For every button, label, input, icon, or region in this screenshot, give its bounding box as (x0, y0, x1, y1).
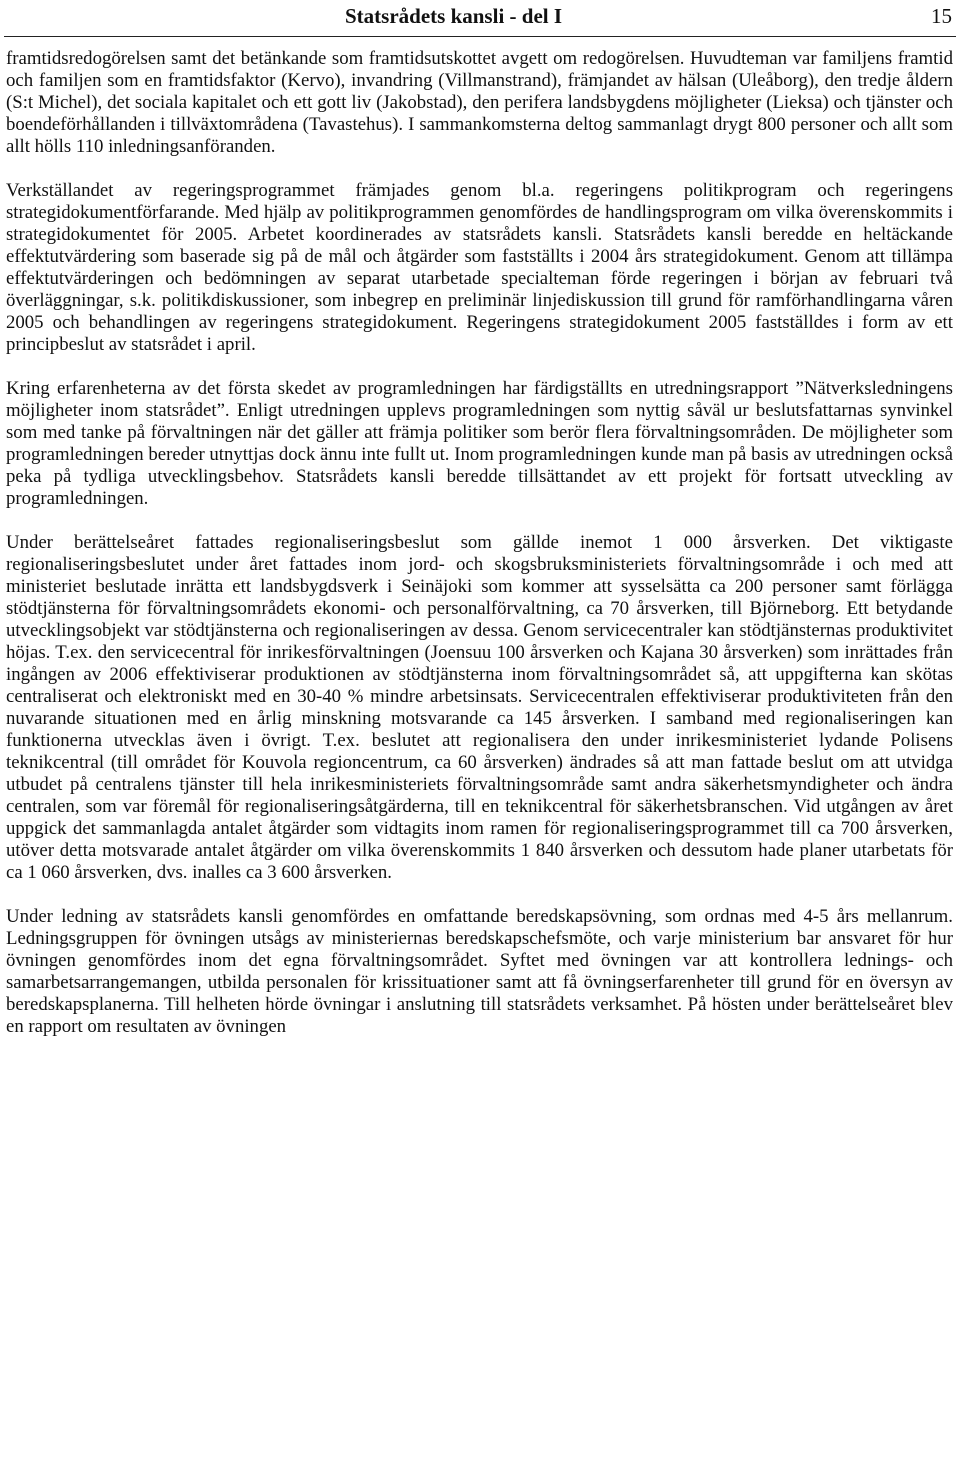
page-number: 15 (931, 4, 952, 28)
header-rule (4, 36, 956, 37)
paragraph: framtidsredogörelsen samt det betänkande som framtidsutskottet avgett om redogörelsen. Huvudteman var familjens framtid och familjen som en framtidsfaktor (Kervo), invandring (Villmanstrand), främjandet av hälsan (Uleåborg), den tredje åldern (S:t Michel), det sociala kapitalet och ett gott liv (Jakobstad), den perifera landsbygdens möjligheter (Lieksa) och tjänster och boendeförhållanden i tillväxtområdena (Tavastehus). I sammankomsterna deltog sammanlagt drygt 800 personer och allt som allt hölls 110 inledningsanföranden. (6, 48, 953, 157)
paragraph: Kring erfarenheterna av det första skedet av programledningen har färdigställts en utredningsrapport ”Nätverksledningens möjligheter inom statsrådet”. Enligt utredningen upplevs programledningen som nyttig såväl ur beslutsfattarnas synvinkel som med tanke på förvaltningen när det gäller att främja politiker som berör flera förvaltningsområden. De möjligheter som programledningen bereder utnyttjas dock ännu inte fullt ut. Inom programledningen kunde man på basis av utredningen också peka på tydliga utvecklingsbehov. Statsrådets kansli beredde tillsättandet av ett projekt för fortsatt utveckling av programledningen. (6, 378, 953, 509)
body-text (6, 48, 953, 1038)
paragraph: Under ledning av statsrådets kansli genomfördes en omfattande beredskapsövning, som ordnas med 4-5 års mellanrum. Ledningsgruppen för övningen utsågs av ministeriernas beredskapschefsmöte, och varje ministerium bar ansvaret för hur övningen genomfördes inom det egna förvaltningsområdet. Syftet med övningen var att kontrollera lednings- och samarbetsarrangemangen, utbilda personalen för krissituationer samt att få övningserfarenheter till grund för en översyn av beredskapsplanerna. Till helheten hörde övningar i anslutning till statsrådets verksamhet. På hösten under berättelseåret blev en rapport om resultaten av övningen (6, 906, 953, 1037)
header-title: Statsrådets kansli - del I (345, 4, 563, 28)
paragraph: Under berättelseåret fattades regionaliseringsbeslut som gällde inemot 1 000 årsverken. Det viktigaste regionaliseringsbeslutet under året fattades inom jord- och skogsbruksministeriets förvaltningsområde i och med att ministeriet beslutade inrätta ett landsbygdsverk i Seinäjoki som kommer att sysselsätta ca 200 personer samt förlägga stödtjänsterna för förvaltningsområdets ekonomi- och personalförvaltning, ca 70 årsverken, till Björneborg. Ett betydande utvecklingsobjekt var stödtjänsterna och regionaliseringen av dessa. Genom servicecentraler kan stödtjänsternas produktivitet höjas. T.ex. den servicecentral för inrikesförvaltningen (Joensuu 100 årsverken och Kajana 30 årsverken) som inrättades från ingången av 2006 effektiviserar produktionen av stödtjänsterna inom förvaltningsområdet så, att uppgifterna kan skötas centraliserat och elektroniskt med en 30-40 % mindre arbetsinsats. Servicecentralen effektiviserar produktiviteten från den nuvarande situationen med en årlig minskning motsvarande ca 145 årsverken. I samband med regionaliseringen kan funktionerna utvecklas även i övrigt. T.ex. beslutet att regionalisera den under inrikesministeriet lydande Polisens teknikcentral (till området för Kouvola regioncentrum, ca 60 årsverken) ändrades så att man fattade beslut om att utvidga utbudet på centralens tjänster till hela inrikesministeriets förvaltningsområde samt andra säkerhetsmyndigheter och ändra centralen, som var föremål för regionaliseringsåtgärderna, till en teknikcentral för säkerhetsbranschen. Vid utgången av året uppgick det sammanlagda antalet åtgärder som vidtagits inom ramen för regionaliseringsprogrammet till ca 700 årsverken, utöver detta motsvarade antalet åtgärder om vilka överenskommits 1 840 årsverken och dessutom hade planer utarbetats för ca 1 060 årsverken, dvs. inalles ca 3 600 årsverken. (6, 532, 953, 883)
page-header (345, 4, 952, 28)
paragraph: Verkställandet av regeringsprogrammet främjades genom bl.a. regeringens politikprogram och regeringens strategidokumentförfarande. Med hjälp av politikprogrammen genomfördes de handlingsprogram om vilka överenskommits i strategidokumentet för 2005. Arbetet koordinerades av statsrådets kansli. Statsrådets kansli beredde en heltäckande effektutvärdering som baserade sig på de mål och åtgärder som fastställts i 2004 års strategidokument. Genom att tillämpa effektutvärderingen och bedömningen av separat utarbetade specialteman förde regeringen i början av februari två överläggningar, s.k. politikdiskussioner, som inbegrep en preliminär linjediskussion till grund för ramförhandlingarna våren 2005 och behandlingen av regeringens strategidokument. Regeringens strategidokument 2005 fastställdes i form av ett principbeslut av statsrådet i april. (6, 180, 953, 355)
